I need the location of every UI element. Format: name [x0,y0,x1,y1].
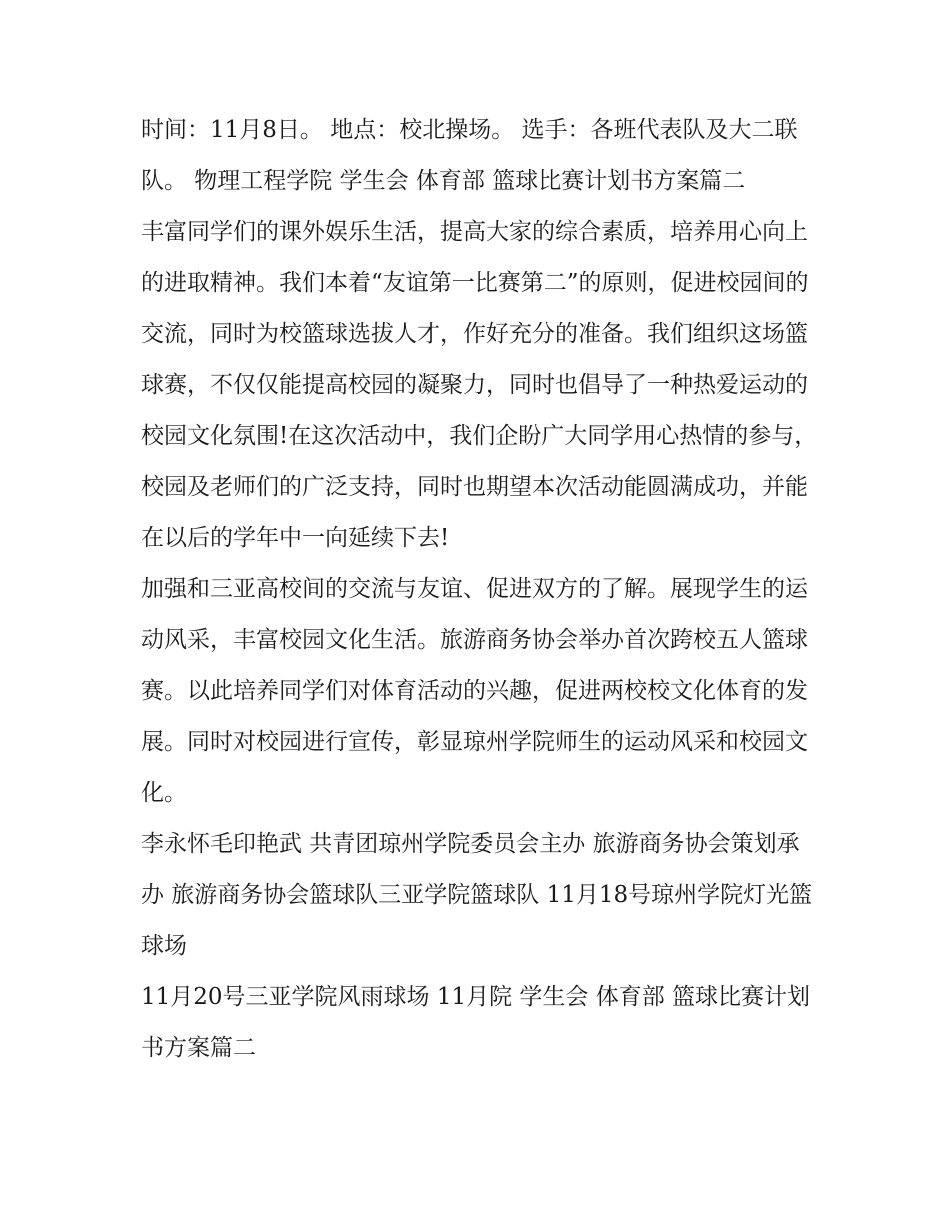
paragraph-4: 李永怀毛印艳武 共青团琼州学院委员会主办 旅游商务协会策划承办 旅游商务协会篮球队三亚学院篮球队 11月18号琼州学院灯光篮球场 [141,831,813,959]
paragraph-2: 丰富同学们的课外娱乐生活，提高大家的综合素质，培养用心向上的进取精神。我们本着“友谊第一比赛第二”的原则，促进校园间的交流，同时为校篮球选拔人才，作好充分的准备。我们组织这场篮球赛，不仅仅能提高校园的凝聚力，同时也倡导了一种热爱运动的校园文化氛围!在这次活动中，我们企盼广大同学用心热情的参与，校园及老师们的广泛支持，同时也期望本次活动能圆满成功，并能在以后的学年中一向延续下去! [141,219,818,551]
document-body [141,105,821,1074]
paragraph-5: 11月20号三亚学院风雨球场 11月院 学生会 体育部 篮球比赛计划书方案篇二 [141,984,811,1061]
paragraph-3: 加强和三亚高校间的交流与友谊、促进双方的了解。展现学生的运动风采，丰富校园文化生活。旅游商务协会举办首次跨校五人篮球赛。以此培养同学们对体育活动的兴趣，促进两校校文化体育的发展。同时对校园进行宣传，彰显琼州学院师生的运动风采和校园文化。 [141,576,808,806]
paragraph-1: 时间：11月8日。 地点：校北操场。 选手：各班代表队及大二联队。 物理工程学院 学生会 体育部 篮球比赛计划书方案篇二 [141,117,798,194]
